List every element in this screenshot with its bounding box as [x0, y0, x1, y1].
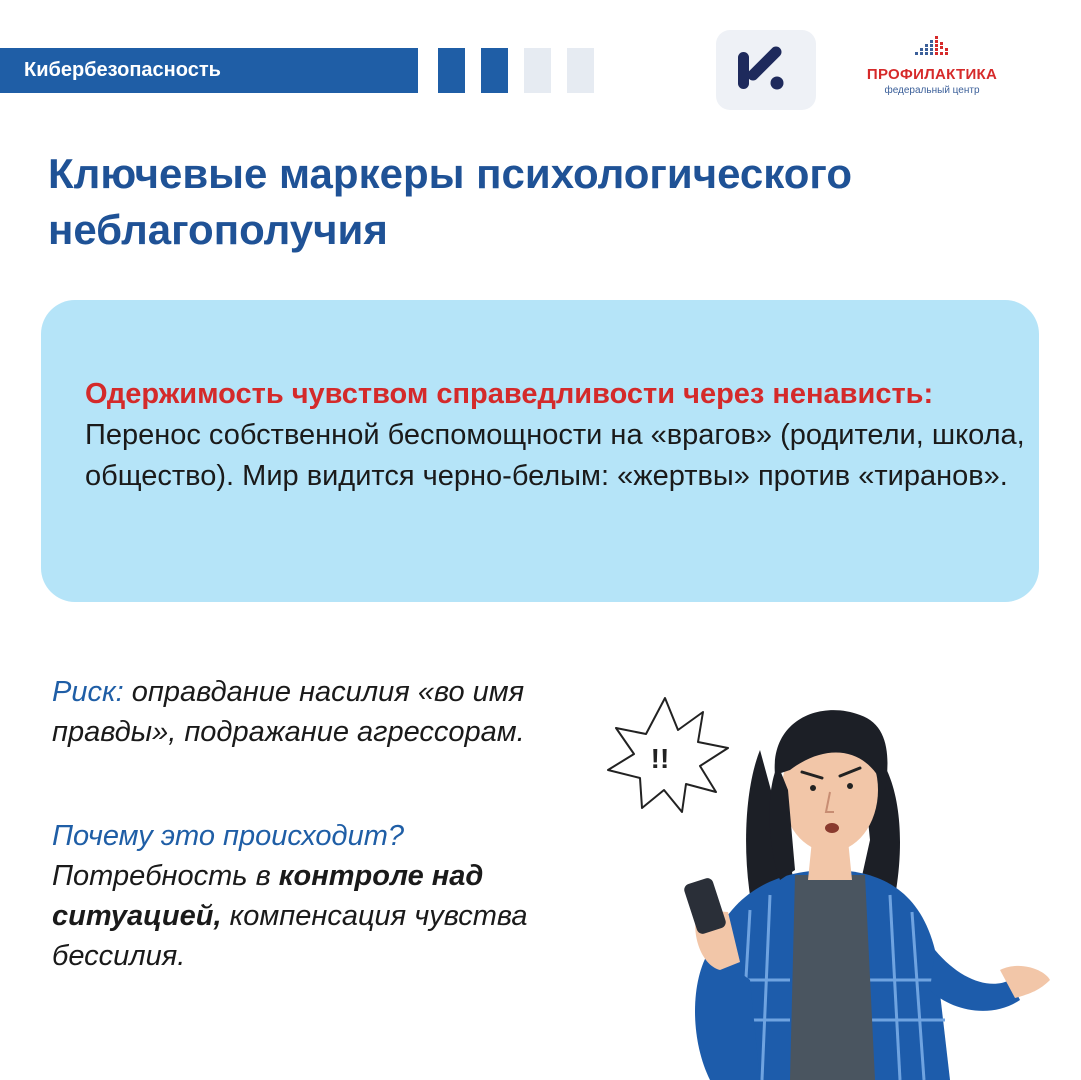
partner-name: ПРОФИЛАКТИКА: [866, 66, 998, 83]
marker-description: Перенос собственной беспомощности на «врагов» (родители, школа, общество). Мир видится черно-белым: «жертвы» против «тиранов».: [85, 419, 1025, 492]
decor-square: [438, 48, 465, 93]
partner-subtitle: федеральный центр: [884, 85, 980, 96]
decor-square: [524, 48, 551, 93]
reason-text-1: Потребность в: [52, 860, 271, 892]
risk-section: [52, 672, 612, 752]
partner-logo: [852, 36, 1012, 100]
reason-section: [52, 816, 612, 976]
page-title-line2: неблагополучия: [48, 206, 388, 253]
reason-label: Почему это происходит?: [52, 820, 404, 852]
risk-text: оправдание насилия «во имя правды», подражание агрессорам.: [52, 676, 525, 748]
k-logo-icon: [716, 30, 816, 110]
page-title: [48, 146, 1048, 258]
marker-title: Одержимость чувством справедливости через ненависть:: [85, 378, 934, 410]
person-with-phone-illustration: [590, 680, 1070, 1080]
partner-grid-icon: [915, 36, 949, 64]
decor-square: [567, 48, 594, 93]
category-label: Кибербезопасность: [24, 59, 221, 81]
page-title-line1: Ключевые маркеры психологического: [48, 150, 852, 197]
info-card-text: [85, 374, 1025, 497]
category-banner: [0, 48, 418, 93]
decor-square: [481, 48, 508, 93]
reason-bold: контроле над ситуацией,: [52, 860, 484, 932]
exclamation-burst-icon: [608, 698, 728, 812]
risk-label: Риск:: [52, 676, 124, 708]
reason-text-2: компенсация чувства бессилия.: [52, 900, 528, 972]
burst-exclaim: !!: [650, 743, 670, 774]
